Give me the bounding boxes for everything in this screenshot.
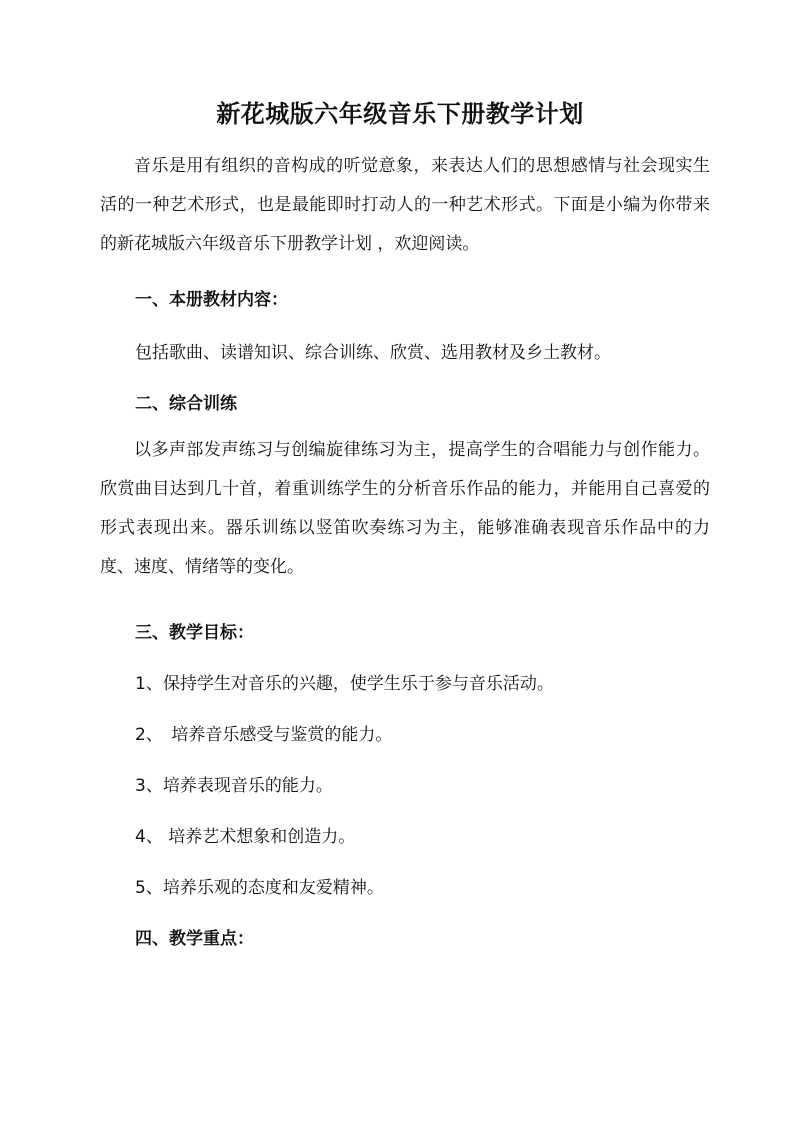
section-2-heading: 二、综合训练 <box>135 394 237 414</box>
section-1-body: 包括歌曲、读谱知识、综合训练、欣赏、选用教材及乡土教材。 <box>135 343 611 363</box>
goal-item-3: 3、培养表现音乐的能力。 <box>135 776 333 796</box>
goal-item-2: 2、 培养音乐感受与鉴赏的能力。 <box>135 725 393 745</box>
intro-paragraph: 音乐是用有组织的音构成的听觉意象，来表达人们的思想感情与社会现实生活的一种艺术形式，也是最能即时打动人的一种艺术形式。下面是小编为你带来的新花城版六年级音乐下册教学计划 ，欢迎阅读。 <box>100 156 710 254</box>
section-1-heading: 一、本册教材内容： <box>135 290 288 310</box>
goal-item-1: 1、保持学生对音乐的兴趣，使学生乐于参与音乐活动。 <box>135 674 554 694</box>
section-3-heading: 三、教学目标： <box>135 623 254 643</box>
section-2-body: 以多声部发声练习与创编旋律练习为主，提高学生的合唱能力与创作能力。欣赏曲目达到几十首，着重训练学生的分析音乐作品的能力，并能用自己喜爱的形式表现出来。器乐训练以竖笛吹奏练习为主，能够准确表现音乐作品中的力度、速度、情绪等的变化。 <box>100 440 710 577</box>
document-title: 新花城版六年级音乐下册教学计划 <box>216 100 584 128</box>
goal-item-4: 4、 培养艺术想象和创造力。 <box>135 827 356 847</box>
goal-item-5: 5、培养乐观的态度和友爱精神。 <box>135 878 384 898</box>
section-4-heading: 四、教学重点： <box>135 929 254 949</box>
